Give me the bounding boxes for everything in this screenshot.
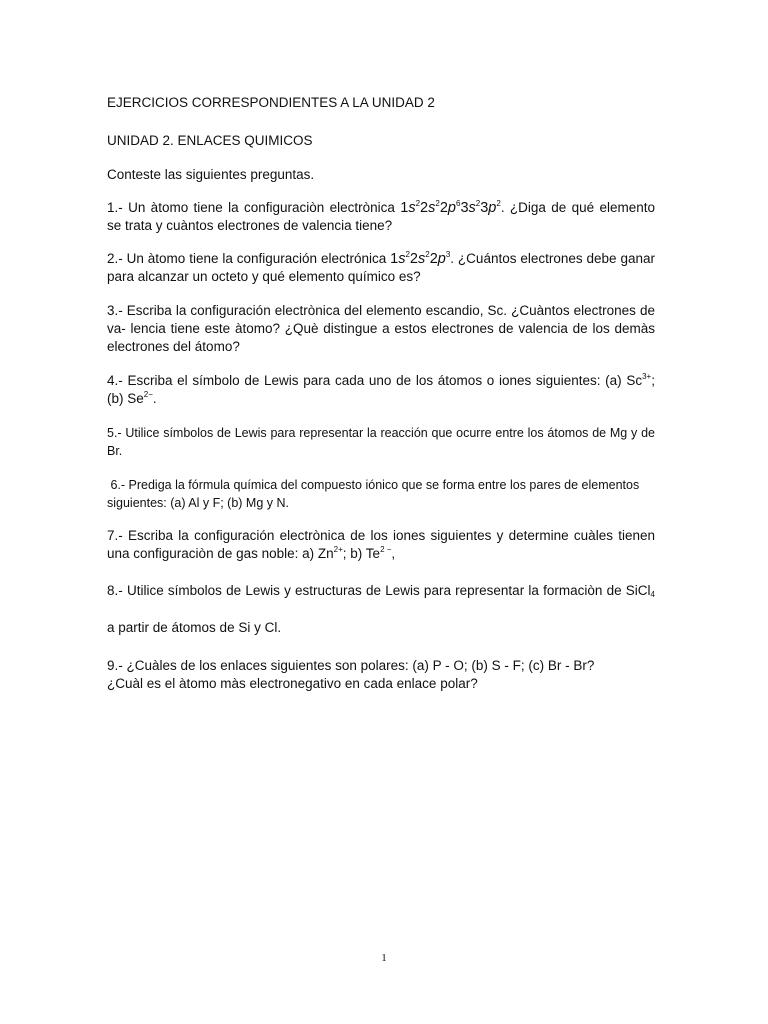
question-8-line-2: a partir de átomos de Si y Cl.	[107, 620, 282, 635]
question-3-line-3: electrones del átomo?	[107, 339, 240, 354]
unit-heading: UNIDAD 2. ENLACES QUIMICOS	[107, 133, 313, 148]
question-5-line-1: 5.- Utilice símbolos de Lewis para representar la reacción que ocurre entre los átomos de Mg y de	[107, 426, 655, 440]
page-number: 1	[381, 952, 387, 964]
question-7-line-2: una configuraciòn de gas noble: a) $Zn^{2+}$; b) $Te^{2 -}$,	[107, 545, 396, 561]
electron-configuration-2: $1s^22s^22p^3$	[390, 250, 451, 267]
question-1-line-2: se trata y cuàntos electrones de valencia tiene?	[107, 218, 393, 233]
question-3-line-2: va- lencia tiene este àtomo? ¿Què distingue a estos electrones de valencia de los demàs	[107, 321, 655, 336]
question-7-line-1: 7.- Escriba la configuración electrònica de los iones siguientes y determine cuàles tienen	[107, 528, 655, 543]
question-6-line-2: siguientes: (a) Al y F; (b) Mg y N.	[107, 496, 289, 510]
question-2-line-2: para alcanzar un octeto y qué elemento químico es?	[107, 269, 421, 284]
question-9-line-1: 9.- ¿Cuàles de los enlaces siguientes son polares: (a) P - O; (b) S - F; (c) Br - Br?	[107, 658, 595, 673]
electron-configuration-1: $1s^22s^22p^63s^23p^2$	[400, 199, 501, 216]
question-6-line-1: 6.- Prediga la fórmula química del compuesto iónico que se forma entre los pares de elementos	[107, 478, 640, 492]
question-4-line-1: 4.- Escriba el símbolo de Lewis para cada uno de los átomos o iones siguientes: (a) $Sc^{3+}$;	[107, 372, 655, 388]
question-4-line-2: (b) $Se^{2-}$.	[107, 390, 157, 406]
question-9-line-2: ¿Cuàl es el àtomo màs electronegativo en cada enlace polar?	[107, 676, 478, 691]
question-1-line-1: 1.- Un àtomo tiene la configuraciòn electrònica $1s^22s^22p^63s^23p^2$. ¿Diga de qué elemento	[107, 199, 656, 216]
document-title: EJERCICIOS CORRESPONDIENTES A LA UNIDAD 2	[107, 95, 435, 110]
question-3-line-1: 3.- Escriba la configuración electrònica del elemento escandio, Sc. ¿Cuàntos electrones de	[107, 303, 655, 318]
question-2-line-1: 2.- Un àtomo tiene la configuración electrónica $1s^22s^22p^3$. ¿Cuántos electrones debe ganar	[107, 250, 655, 267]
instruction-text: Conteste las siguientes preguntas.	[107, 167, 315, 182]
question-8-line-1: 8.- Utilice símbolos de Lewis y estructuras de Lewis para representar la formaciòn de SiCl$_4$	[107, 583, 655, 599]
question-5-line-2: Br.	[107, 444, 123, 458]
